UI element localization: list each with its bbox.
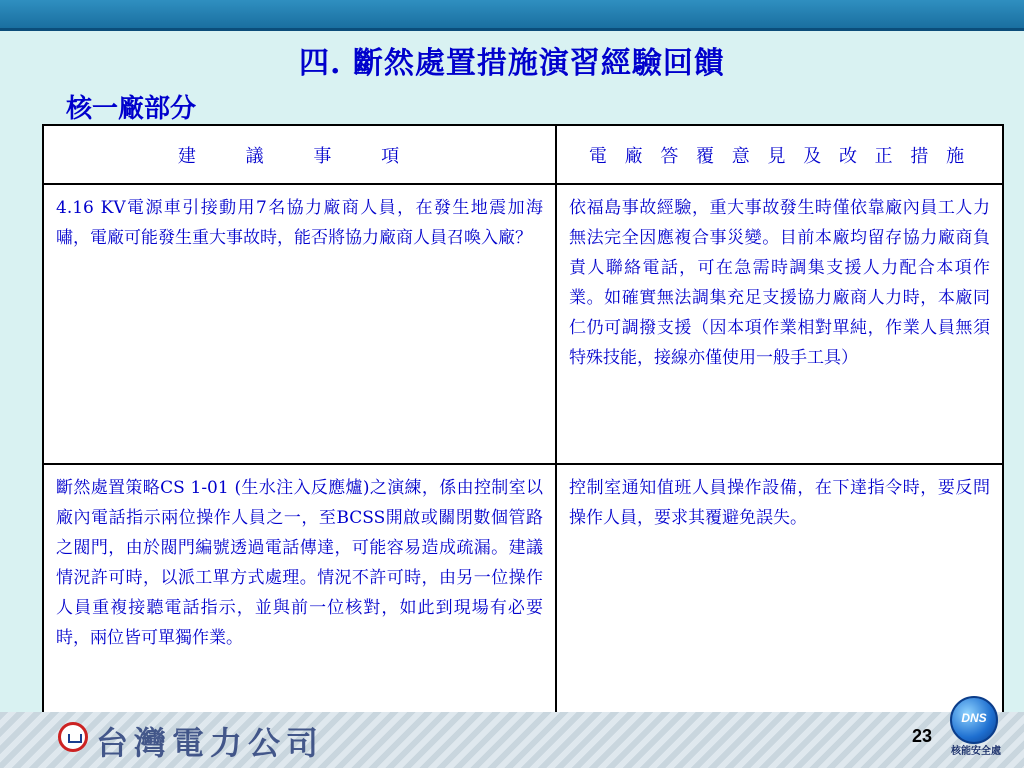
response-cell: 依福島事故經驗，重大事故發生時僅依靠廠內員工人力無法完全因應複合事災變。目前本廠均留存協力廠商負責人聯絡電話，可在急需時調集支援人力配合本項作業。如確實無法調集充足支援協力廠商人力時，本廠同仁仍可調撥支援（因本項作業相對單純，作業人員無須特殊技能，接線亦僅使用一般手工具） bbox=[556, 184, 1003, 464]
suggestion-cell: 4.16 KV電源車引接動用7名協力廠商人員，在發生地震加海嘯，電廠可能發生重大事故時，能否將協力廠商人員召喚入廠？ bbox=[43, 184, 556, 464]
dns-logo-text: DNS bbox=[961, 711, 987, 725]
top-bar bbox=[0, 0, 1024, 31]
slide-subtitle: 核一廠部分 bbox=[66, 94, 197, 124]
company-logo-text: 台灣電力公司 bbox=[96, 724, 325, 762]
header-suggestion: 建 議 事 項 bbox=[43, 125, 556, 184]
response-cell: 控制室通知值班人員操作設備，在下達指令時，要反問操作人員，要求其覆避免誤失。 bbox=[556, 464, 1003, 722]
dns-caption: 核能安全處 bbox=[951, 746, 1001, 757]
taipower-logo-icon bbox=[58, 722, 88, 752]
table-header-row bbox=[43, 125, 1003, 184]
dns-globe-icon bbox=[950, 696, 998, 744]
feedback-table bbox=[42, 124, 1004, 723]
page-number: 23 bbox=[912, 726, 933, 746]
header-response: 電 廠 答 覆 意 見 及 改 正 措 施 bbox=[556, 125, 1003, 184]
slide-title: 四. 斷然處置措施演習經驗回饋 bbox=[299, 46, 725, 81]
table-row bbox=[43, 464, 1003, 722]
suggestion-cell: 斷然處置策略CS 1-01 (生水注入反應爐)之演練，係由控制室以廠內電話指示兩位操作人員之一，至BCSS開啟或關閉數個管路之閥門，由於閥門編號透過電話傳達，可能容易造成疏漏。建議情況許可時，以派工單方式處理。情況不許可時，由另一位操作人員重複接聽電話指示，並與前一位核對，如此到現場有必要時，兩位皆可單獨作業。 bbox=[43, 464, 556, 722]
table-row bbox=[43, 184, 1003, 464]
